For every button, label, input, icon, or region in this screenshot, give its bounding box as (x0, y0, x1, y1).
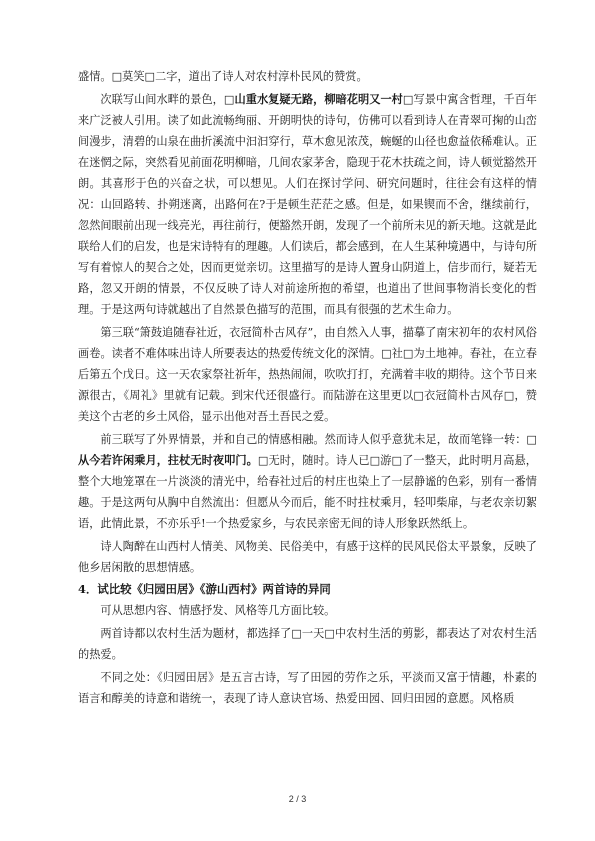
paragraph-8 (78, 667, 537, 709)
paragraph-1-text: 盛情。□莫笑□二字，道出了诗人对农村淳朴民风的赞赏。 (78, 70, 368, 83)
paragraph-2-text-b: □写景中寓含哲理，千百年来广泛被人引用。读了如此流畅绚丽、开朗明快的诗句，仿佛可以看到诗人在青翠可掬的山峦间漫步，清碧的山泉在曲折溪流中汩汩穿行，草木愈见浓茂，蜿蜒的山径也愈益依稀难认。正在迷惘之际，突然看见前面花明柳暗，几间农家茅舍，隐现于花木扶疏之间，诗人顿觉豁然开朗。其喜形于色的兴奋之状，可以想见。人们在探讨学问、研究问题时，往往会有这样的情况：山回路转、扑朔迷离，出路何在?于是顿生茫茫之感。但是，如果锲而不舍，继续前行，忽然间眼前出现一线亮光，再往前行，便豁然开朗，发现了一个前所未见的新天地。这就是此联给人们的启发，也是宋诗特有的理趣。人们读后，都会感到，在人生某种境遇中，与诗句所写有着惊人的契合之处，因而更觉亲切。这里描写的是诗人置身山阴道上，信步而行，疑若无路，忽又开朗的情景，不仅反映了诗人对前途所抱的希望，也道出了世间事物消长变化的哲理。于是这两句诗就越出了自然景色描写的范围，而具有很强的艺术生命力。 (78, 93, 537, 316)
paragraph-7-text: 两首诗都以农村生活为题材，都选择了□一天□中农村生活的剪影，都表达了对农村生活的热爱。 (78, 627, 537, 661)
paragraph-7 (78, 623, 537, 665)
paragraph-2-text-a: 次联写山间水畔的景色，□ (100, 93, 235, 106)
paragraph-2 (78, 89, 537, 320)
paragraph-4-text-b: □无时，随时。诗人已□游□了一整天，此时明月高悬，整个大地笼罩在一片淡淡的清光中，给春社过后的村庄也染上了一层静谧的色彩，别有一番情趣。于是这两句从胸中自然流出：但愿从今而后，能不时拄杖乘月，轻叩柴扉，与老农亲切絮语，此情此景，不亦乐乎!一个热爱家乡，与农民亲密无间的诗人形象跃然纸上。 (78, 454, 537, 530)
paragraph-6-text: 可从思想内容、情感抒发、风格等几方面比较。 (100, 604, 336, 617)
page-number: 2 / 3 (288, 794, 307, 804)
paragraph-5 (78, 536, 537, 578)
paragraph-1 (78, 66, 537, 87)
paragraph-2-quote: 山重水复疑无路，柳暗花明又一村 (234, 92, 403, 106)
paragraph-4-text-a: 前三联写了外界情景，并和自己的情感相融。然而诗人似乎意犹未足，故而笔锋一转： (100, 433, 527, 446)
paragraph-4-quote: □从今若许闲乘月，拄杖无时夜叩门。 (78, 432, 537, 467)
paragraph-5-text: 诗人陶醉在山西村人情美、风物美、民俗美中，有感于这样的民风民俗太平景象，反映了他乡居闲散的思想情感。 (78, 540, 537, 574)
paragraph-8-text: 不同之处：《归园田居》是五言古诗，写了田园的劳作之乐，平淡而又富于情趣，朴素的语言和醇美的诗意和谐统一，表现了诗人意诀官场、热爱田园、回归田园的意愿。风格质 (78, 671, 537, 705)
paragraph-3-text: 第三联“箫鼓追随春社近，衣冠简朴古风存”，由自然入人事，描摹了南宋初年的农村风俗画卷。读者不难体味出诗人所要表达的热爱传统文化的深情。□社□为土地神。春社，在立春后第五个戊日。这一天农家祭社祈年，热热闹闹，吹吹打打，充满着丰收的期待。这个节日来源很古，《周礼》里就有记载。到宋代还很盛行。而陆游在这里更以□衣冠简朴古风存□，赞美这个古老的乡土风俗，显示出他对吾土吾民之爱。 (78, 326, 537, 423)
question-heading: 4．试比较《归园田居》《游山西村》两首诗的异同 (78, 582, 331, 596)
paragraph-6 (78, 600, 537, 621)
paragraph-3 (78, 322, 537, 427)
paragraph-4 (78, 429, 537, 534)
